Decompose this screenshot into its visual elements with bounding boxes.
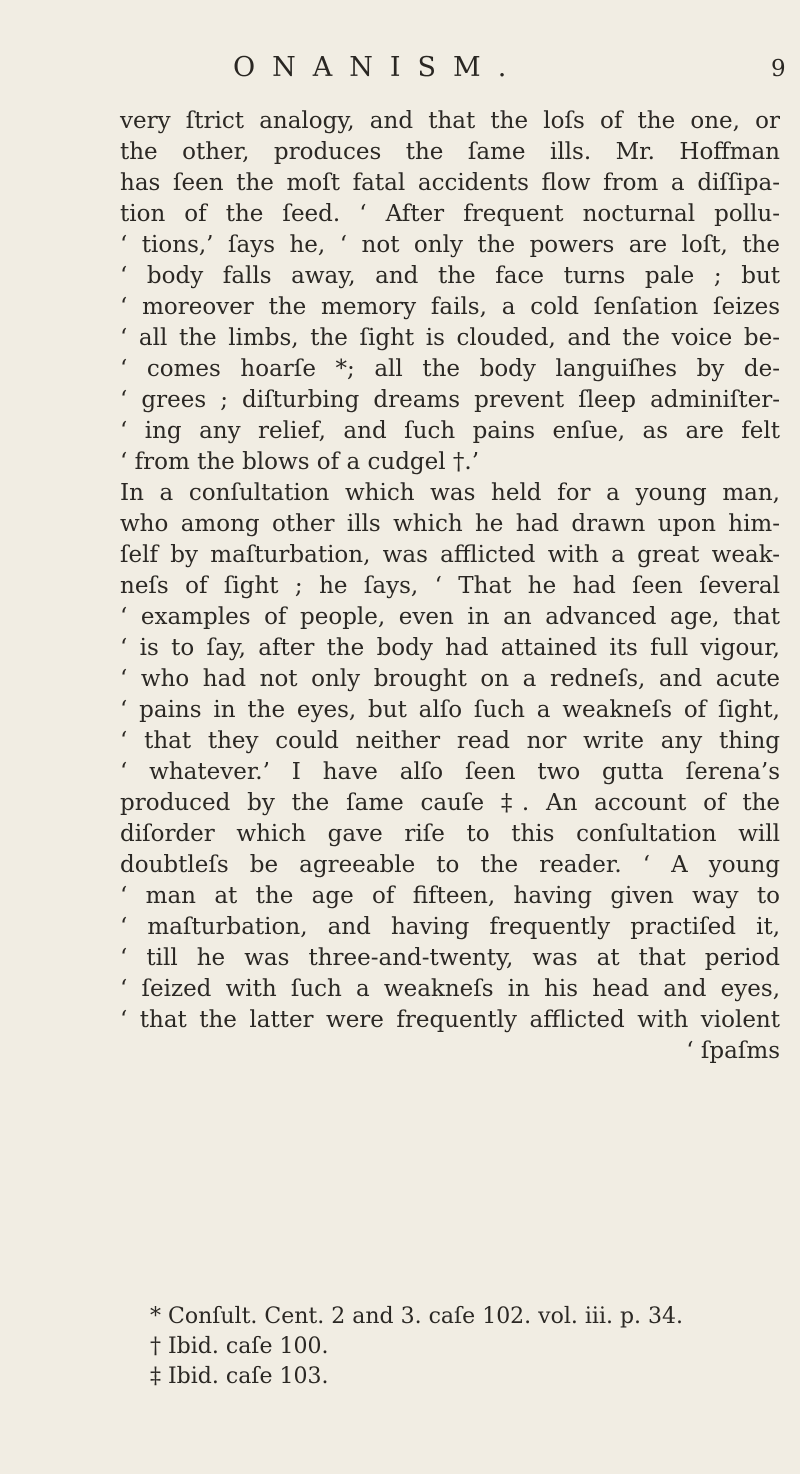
- text-line: tion of the ſeed. ‘ After frequent nocturnal pollu-: [120, 201, 780, 227]
- text-line: ‘ from the blows of a cudgel †.’: [120, 449, 480, 475]
- text-line: ‘ maſturbation, and having frequently practiſed it,: [120, 914, 780, 940]
- text-line: ‘ ſeized with ſuch a weakneſs in his head and eyes,: [120, 976, 780, 1002]
- text-line: ‘ moreover the memory fails, a cold ſenſation ſeizes: [120, 294, 780, 320]
- text-line: ‘ all the limbs, the ſight is clouded, and the voice be-: [120, 325, 780, 351]
- text-line: ‘ till he was three-and-twenty, was at that period: [120, 945, 780, 971]
- text-line: ſelf by maſturbation, was afflicted with a great weak-: [120, 542, 780, 568]
- footnote: † Ibid. caſe 100.: [150, 1334, 329, 1359]
- footnote: ‡ Ibid. caſe 103.: [150, 1364, 329, 1389]
- text-line: ‘ examples of people, even in an advanced age, that: [120, 604, 780, 630]
- text-line: has ſeen the moſt fatal accidents flow from a diſſipa-: [120, 170, 780, 196]
- text-line: ‘ whatever.’ I have alſo ſeen two gutta ſerena’s: [120, 759, 780, 785]
- text-line: ‘ is to ſay, after the body had attained its full vigour,: [120, 635, 780, 661]
- page-header: [0, 52, 800, 92]
- text-line: who among other ills which he had drawn upon him-: [120, 511, 780, 537]
- text-line: ‘ ing any relief, and ſuch pains enſue, as are felt: [120, 418, 780, 444]
- running-title: ONANISM.: [233, 52, 524, 83]
- text-line: doubtleſs be agreeable to the reader. ‘ A young: [120, 852, 780, 878]
- text-line: ‘ grees ; diſturbing dreams prevent ſleep adminiſter-: [120, 387, 780, 413]
- page-number: 9: [771, 56, 786, 82]
- text-line: ‘ tions,’ ſays he, ‘ not only the powers are loſt, the: [120, 232, 780, 258]
- footnotes: [150, 1302, 750, 1392]
- text-line: produced by the ſame cauſe ‡. An account of the: [120, 790, 780, 816]
- body-text: [120, 106, 780, 1067]
- text-line: ‘ that the latter were frequently afflicted with violent: [120, 1007, 780, 1033]
- text-line: ‘ comes hoarſe *; all the body languiſhes by de-: [120, 356, 780, 382]
- text-line: neſs of ſight ; he ſays, ‘ That he had ſeen ſeveral: [120, 573, 780, 599]
- text-line: ‘ who had not only brought on a redneſs, and acute: [120, 666, 780, 692]
- text-line: ‘ that they could neither read nor write any thing: [120, 728, 780, 754]
- text-line: In a conſultation which was held for a young man,: [120, 480, 780, 506]
- footnote: * Conſult. Cent. 2 and 3. caſe 102. vol. iii. p. 34.: [150, 1304, 684, 1329]
- text-line: the other, produces the ſame ills. Mr. Hoffman: [120, 139, 780, 165]
- text-line: ‘ man at the age of fifteen, having given way to: [120, 883, 780, 909]
- text-line: diſorder which gave riſe to this conſultation will: [120, 821, 780, 847]
- text-line: ‘ body falls away, and the face turns pale ; but: [120, 263, 780, 289]
- catchword: ‘ ſpaſms: [686, 1038, 780, 1064]
- text-line: ‘ pains in the eyes, but alſo ſuch a weakneſs of ſight,: [120, 697, 780, 723]
- text-line: very ſtrict analogy, and that the loſs of the one, or: [120, 108, 780, 134]
